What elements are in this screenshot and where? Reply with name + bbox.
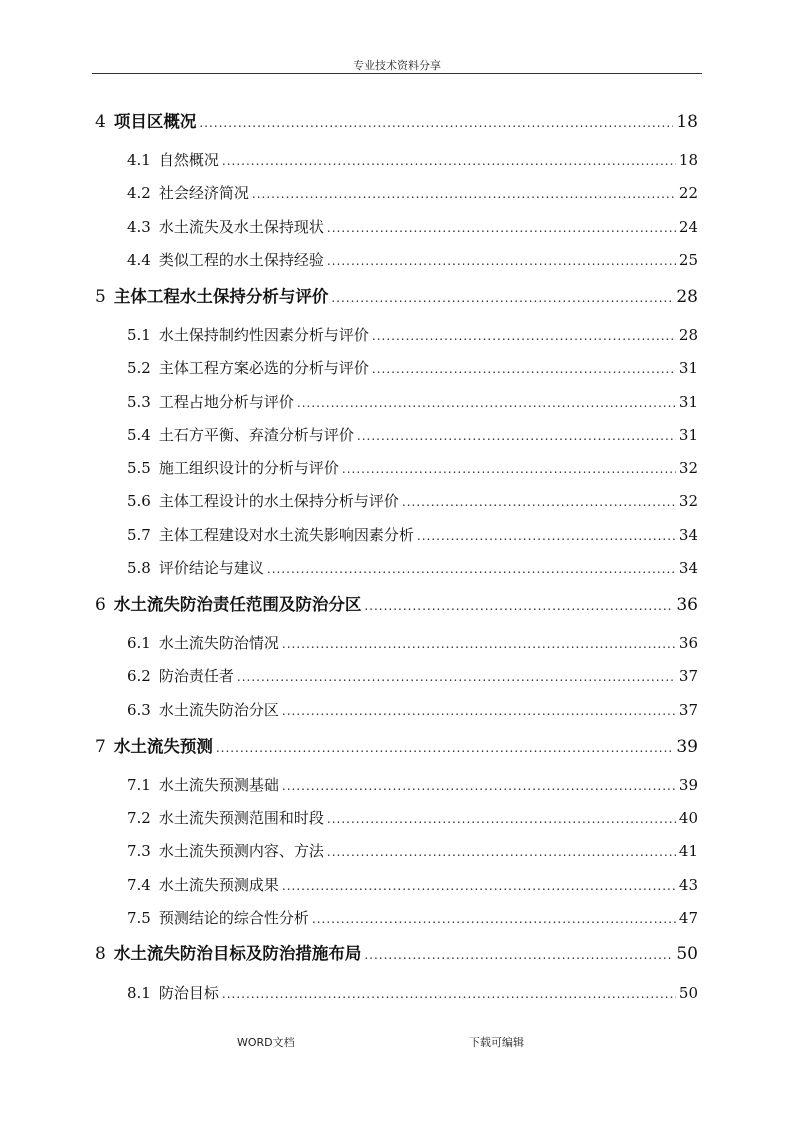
toc-entry-title: 水土流失防治目标及防治措施布局 [113, 944, 362, 963]
toc-entry-number: 4.3 [127, 218, 151, 236]
toc-section-entry[interactable] [127, 391, 698, 412]
toc-dot-leader [282, 704, 676, 718]
toc-entry-title: 项目区概况 [113, 112, 197, 131]
toc-entry-title: 主体工程水土保持分析与评价 [113, 287, 329, 306]
toc-entry-page-number: 31 [678, 393, 698, 411]
toc-entry-title: 水土保持制约性因素分析与评价 [158, 326, 369, 344]
toc-section-entry[interactable] [127, 324, 698, 345]
toc-entry-title: 水土流失防治责任范围及防治分区 [113, 595, 362, 614]
toc-section-entry[interactable] [127, 490, 698, 511]
toc-entry-number: 5.5 [127, 459, 151, 477]
toc-dot-leader [216, 741, 674, 755]
toc-dot-leader [357, 429, 676, 443]
toc-dot-leader [364, 599, 673, 613]
toc-section-entry[interactable] [127, 807, 698, 828]
toc-entry-title: 土石方平衡、弃渣分析与评价 [158, 426, 354, 444]
toc-dot-leader [327, 254, 676, 268]
toc-dot-leader [282, 637, 676, 651]
toc-entry-page-number: 36 [676, 595, 698, 615]
toc-entry-title: 主体工程设计的水土保持分析与评价 [158, 492, 399, 510]
toc-section-entry[interactable] [127, 699, 698, 720]
toc-entry-page-number: 40 [678, 809, 698, 827]
toc-section-entry[interactable] [127, 357, 698, 378]
toc-entry-title: 类似工程的水土保持经验 [158, 251, 324, 269]
toc-entry-page-number: 50 [676, 944, 698, 964]
toc-dot-leader [342, 462, 676, 476]
toc-dot-leader [372, 329, 676, 343]
toc-entry-title: 水土流失预测基础 [158, 776, 279, 794]
toc-entry-title: 水土流失预测内容、方法 [158, 842, 324, 860]
toc-dot-leader [327, 812, 676, 826]
toc-entry-page-number: 41 [678, 842, 698, 860]
toc-entry-number: 5.8 [127, 559, 151, 577]
toc-dot-leader [312, 912, 676, 926]
toc-entry-title: 预测结论的综合性分析 [158, 909, 309, 927]
toc-entry-page-number: 34 [678, 559, 698, 577]
toc-entry-title: 防治目标 [158, 984, 219, 1002]
toc-entry-number: 5.7 [127, 526, 151, 544]
toc-entry-page-number: 50 [678, 984, 698, 1002]
toc-entry-number: 5.4 [127, 426, 151, 444]
toc-entry-number: 5.2 [127, 359, 151, 377]
toc-section-entry[interactable] [127, 665, 698, 686]
toc-entry-page-number: 39 [676, 737, 698, 757]
toc-entry-title: 水土流失防治分区 [158, 701, 279, 719]
toc-section-entry[interactable] [127, 774, 698, 795]
toc-chapter-entry[interactable] [95, 108, 698, 132]
toc-entry-title: 评价结论与建议 [158, 559, 264, 577]
footer-left-text: WORD文档 [237, 1036, 295, 1049]
toc-section-entry[interactable] [127, 840, 698, 861]
toc-entry-page-number: 18 [678, 151, 698, 169]
toc-entry-page-number: 37 [678, 701, 698, 719]
toc-entry-page-number: 22 [678, 184, 698, 202]
toc-dot-leader [222, 154, 676, 168]
toc-entry-page-number: 32 [678, 492, 698, 510]
toc-entry-number: 6.2 [127, 667, 151, 685]
toc-entry-number: 4.2 [127, 184, 151, 202]
toc-section-entry[interactable] [127, 632, 698, 653]
toc-entry-page-number: 28 [676, 287, 698, 307]
toc-dot-leader [252, 187, 676, 201]
toc-entry-title: 自然概况 [158, 151, 219, 169]
toc-dot-leader [402, 495, 676, 509]
toc-entry-page-number: 47 [678, 909, 698, 927]
toc-dot-leader [331, 291, 673, 305]
toc-entry-page-number: 24 [678, 218, 698, 236]
toc-entry-number: 8 [95, 944, 106, 964]
toc-entry-title: 水土流失防治情况 [158, 634, 279, 652]
toc-entry-page-number: 25 [678, 251, 698, 269]
toc-section-entry[interactable] [127, 149, 698, 170]
toc-entry-number: 6.1 [127, 634, 151, 652]
toc-entry-page-number: 31 [678, 359, 698, 377]
toc-entry-number: 5 [95, 287, 106, 307]
toc-chapter-entry[interactable] [95, 591, 698, 615]
toc-entry-number: 7.3 [127, 842, 151, 860]
toc-chapter-entry[interactable] [95, 283, 698, 307]
toc-dot-leader [222, 987, 676, 1001]
toc-entry-page-number: 34 [678, 526, 698, 544]
toc-entry-page-number: 43 [678, 876, 698, 894]
toc-entry-page-number: 31 [678, 426, 698, 444]
toc-dot-leader [199, 116, 673, 130]
toc-dot-leader [327, 845, 676, 859]
toc-entry-title: 水土流失及水土保持现状 [158, 218, 324, 236]
toc-entry-number: 6 [95, 595, 106, 615]
toc-section-entry[interactable] [127, 557, 698, 578]
toc-entry-page-number: 39 [678, 776, 698, 794]
toc-entry-number: 5.6 [127, 492, 151, 510]
toc-dot-leader [282, 879, 676, 893]
toc-dot-leader [267, 562, 676, 576]
toc-dot-leader [417, 529, 676, 543]
toc-dot-leader [297, 396, 676, 410]
toc-entry-number: 7.1 [127, 776, 151, 794]
toc-entry-title: 主体工程建设对水土流失影响因素分析 [158, 526, 414, 544]
toc-entry-title: 水土流失预测范围和时段 [158, 809, 324, 827]
toc-entry-number: 6.3 [127, 701, 151, 719]
toc-section-entry[interactable] [127, 424, 698, 445]
toc-entry-page-number: 37 [678, 667, 698, 685]
toc-dot-leader [282, 779, 676, 793]
toc-entry-page-number: 18 [676, 112, 698, 132]
toc-entry-title: 防治责任者 [158, 667, 234, 685]
toc-section-entry[interactable] [127, 249, 698, 270]
toc-entry-page-number: 36 [678, 634, 698, 652]
toc-entry-number: 7.2 [127, 809, 151, 827]
toc-section-entry[interactable] [127, 874, 698, 895]
toc-entry-number: 5.1 [127, 326, 151, 344]
toc-section-entry[interactable] [127, 182, 698, 203]
toc-section-entry[interactable] [127, 907, 698, 928]
toc-chapter-entry[interactable] [95, 733, 698, 757]
footer-right-text: 下载可编辑 [469, 1036, 524, 1049]
toc-entry-number: 7.5 [127, 909, 151, 927]
toc-entry-page-number: 28 [678, 326, 698, 344]
toc-dot-leader [364, 948, 673, 962]
toc-dot-leader [327, 221, 676, 235]
header-divider [92, 73, 702, 74]
toc-entry-number: 5.3 [127, 393, 151, 411]
toc-section-entry[interactable] [127, 982, 698, 1003]
toc-entry-number: 8.1 [127, 984, 151, 1002]
toc-entry-number: 7 [95, 737, 106, 757]
toc-entry-number: 4 [95, 112, 106, 132]
toc-entry-title: 水土流失预测 [113, 737, 213, 756]
toc-entry-number: 4.1 [127, 151, 151, 169]
toc-entry-title: 主体工程方案必选的分析与评价 [158, 359, 369, 377]
toc-section-entry[interactable] [127, 457, 698, 478]
toc-chapter-entry[interactable] [95, 940, 698, 964]
toc-entry-number: 7.4 [127, 876, 151, 894]
toc-entry-page-number: 32 [678, 459, 698, 477]
toc-entry-title: 水土流失预测成果 [158, 876, 279, 894]
page-header: 专业技术资料分享 [353, 59, 441, 72]
toc-dot-leader [237, 670, 676, 684]
toc-entry-title: 施工组织设计的分析与评价 [158, 459, 339, 477]
toc-section-entry[interactable] [127, 524, 698, 545]
toc-entry-title: 工程占地分析与评价 [158, 393, 294, 411]
toc-dot-leader [372, 362, 676, 376]
toc-entry-number: 4.4 [127, 251, 151, 269]
toc-entry-title: 社会经济简况 [158, 184, 249, 202]
toc-section-entry[interactable] [127, 216, 698, 237]
